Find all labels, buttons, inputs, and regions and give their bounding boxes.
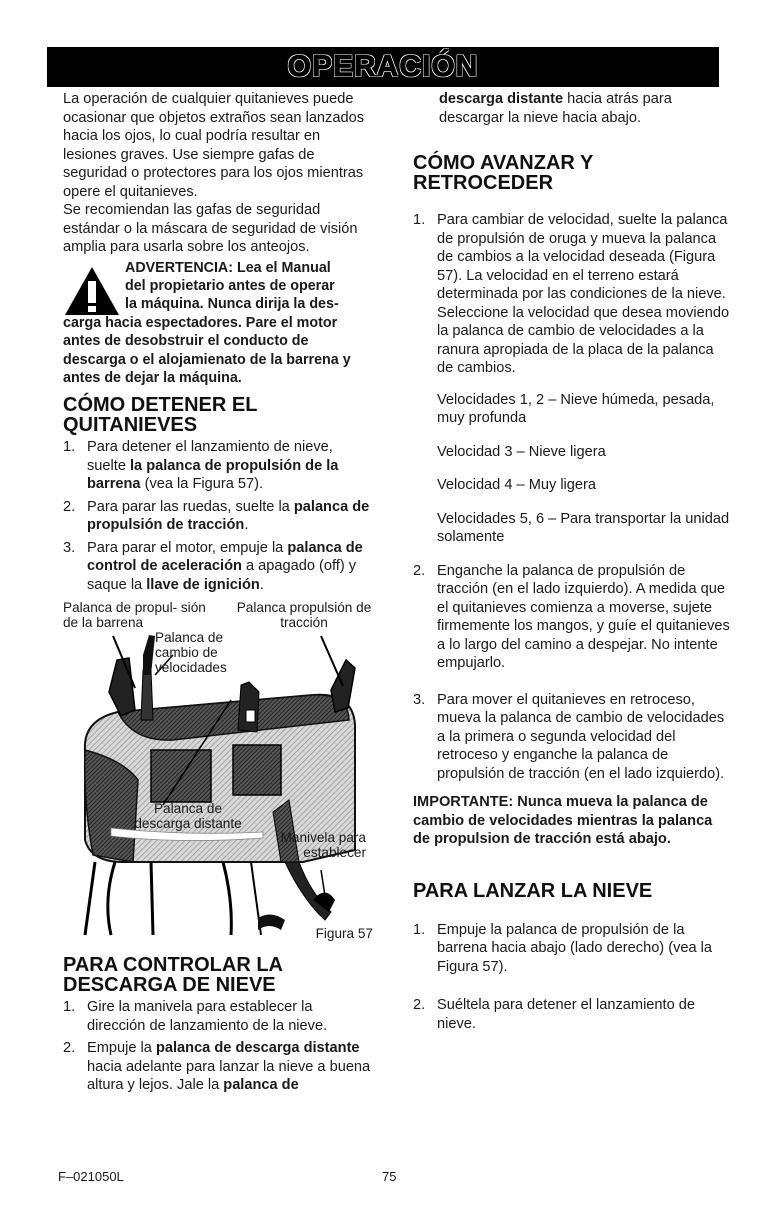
speed-item: Velocidad 3 – Nieve ligera bbox=[437, 443, 606, 460]
list-item: 1. Para cambiar de velocidad, suelte la palanca de propulsión de oruga y mueva la palanca de cambios a la velocidad deseada (Figura 57). La velocidad en el terreno estará determinada por las condiciones de la nieve. Seleccione la velocidad que desea moviendo la palanca de cambio de velocidades a la ranura apropiada de la placa de la palanca de cambios. bbox=[413, 212, 730, 376]
warning-block bbox=[63, 259, 373, 388]
label-chute-lever: Palanca de descarga distante bbox=[134, 801, 242, 832]
warning-rest: carga hacia espectadores. Pare el motor antes de desobstruir el conducto de descarga o el alojamienato de la barrena y antes de dejar la máquina. bbox=[63, 314, 351, 386]
list-item: 3. Para parar el motor, empuje la palanca de control de aceleración a apagado (off) y saque la llave de ignición. bbox=[63, 539, 363, 593]
list-item: 1. Empuje la palanca de propulsión de la barrena hacia abajo (lado derecho) (vea la Figura 57). bbox=[413, 921, 713, 975]
list-item: 2. Suéltela para detener el lanzamiento de nieve. bbox=[413, 997, 695, 1032]
warning-line-3: la máquina. Nunca dirija la des- bbox=[125, 296, 339, 313]
list-item: 2. Para parar las ruedas, suelte la palanca de propulsión de tracción. bbox=[63, 498, 370, 534]
continued-text: descarga distante hacia atrás para descargar la nieve hacia abajo. bbox=[439, 91, 672, 126]
warning-triangle-icon bbox=[63, 265, 121, 317]
label-traction-lever: Palanca propulsión de tracción bbox=[236, 600, 372, 631]
section-title-throw-snow: PARA LANZAR LA NIEVE bbox=[413, 879, 653, 902]
page-banner: OPERACIÓN bbox=[47, 47, 719, 87]
list-item: 1. Gire la manivela para establecer la dirección de lanzamiento de la nieve. bbox=[63, 999, 328, 1034]
section-title-stop: CÓMO DETENER EL QUITANIEVES bbox=[63, 394, 258, 437]
speed-item: Velocidad 4 – Muy ligera bbox=[437, 477, 597, 493]
label-crank: Manivela para establecer bbox=[280, 830, 366, 861]
section-title-discharge: PARA CONTROLAR LA DESCARGA DE NIEVE bbox=[63, 954, 283, 997]
figure-caption: Figura 57 bbox=[315, 926, 373, 942]
page-number: 75 bbox=[382, 1169, 397, 1184]
figure-57 bbox=[63, 600, 373, 945]
intro-paragraph-1: La operación de cualquier quitanieves puede ocasionar que objetos extraños sean lanzados hacia los ojos, lo cual podría resultar en lesiones graves. Use siempre gafas de seguridad o protectores para los ojos mientras opere el quitanieves. bbox=[63, 91, 364, 200]
right-column bbox=[413, 90, 733, 1033]
list-item: 1. Para detener el lanzamiento de nieve, suelte la palanca de propulsión de la barrena (vea la Figura 57). bbox=[63, 439, 339, 493]
list-item: 2. Enganche la palanca de propulsión de tracción (en el lado izquierdo). A medida que el quitanieves comienza a moverse, sujete firmemente los mangos, y guíe el quitanieves a lo largo del camino a despejar. No intente empujarlo. bbox=[413, 562, 730, 671]
label-speed-lever: Palanca de cambio de velocidades bbox=[155, 630, 227, 676]
footer-code: F–021050L bbox=[58, 1169, 124, 1184]
label-auger-lever: Palanca de propul- sión de la barrena bbox=[63, 600, 206, 631]
speed-item: Velocidades 5, 6 – Para transportar la unidad solamente bbox=[437, 510, 730, 545]
intro-paragraph-2: Se recomiendan las gafas de seguridad estándar o la máscara de seguridad de visión amplia para usarla sobre los anteojos. bbox=[63, 202, 358, 255]
left-column bbox=[63, 90, 373, 1095]
list-item: 2. Empuje la palanca de descarga distante hacia adelante para lanzar la nieve a buena altura y lejos. Jale la palanca de bbox=[63, 1040, 371, 1094]
speed-list bbox=[413, 391, 733, 547]
section-title-forward-reverse: CÓMO AVANZAR Y RETROCEDER bbox=[413, 152, 594, 194]
warning-line-1: ADVERTENCIA: Lea el Manual bbox=[125, 259, 331, 276]
warning-line-2: del propietario antes de operar bbox=[125, 277, 335, 294]
speed-item: Velocidades 1, 2 – Nieve húmeda, pesada, muy profunda bbox=[437, 391, 715, 426]
list-item: 3. Para mover el quitanieves en retroceso, mueva la palanca de cambio de velocidades a la primera o segunda velocidad del retroceso y enganche la palanca de propulsión de tracción (en el lado izquierdo). bbox=[413, 691, 725, 782]
important-note: IMPORTANTE: Nunca mueva la palanca de cambio de velocidades mientras la palanca de propulsion de tracción está abajo. bbox=[413, 794, 713, 847]
